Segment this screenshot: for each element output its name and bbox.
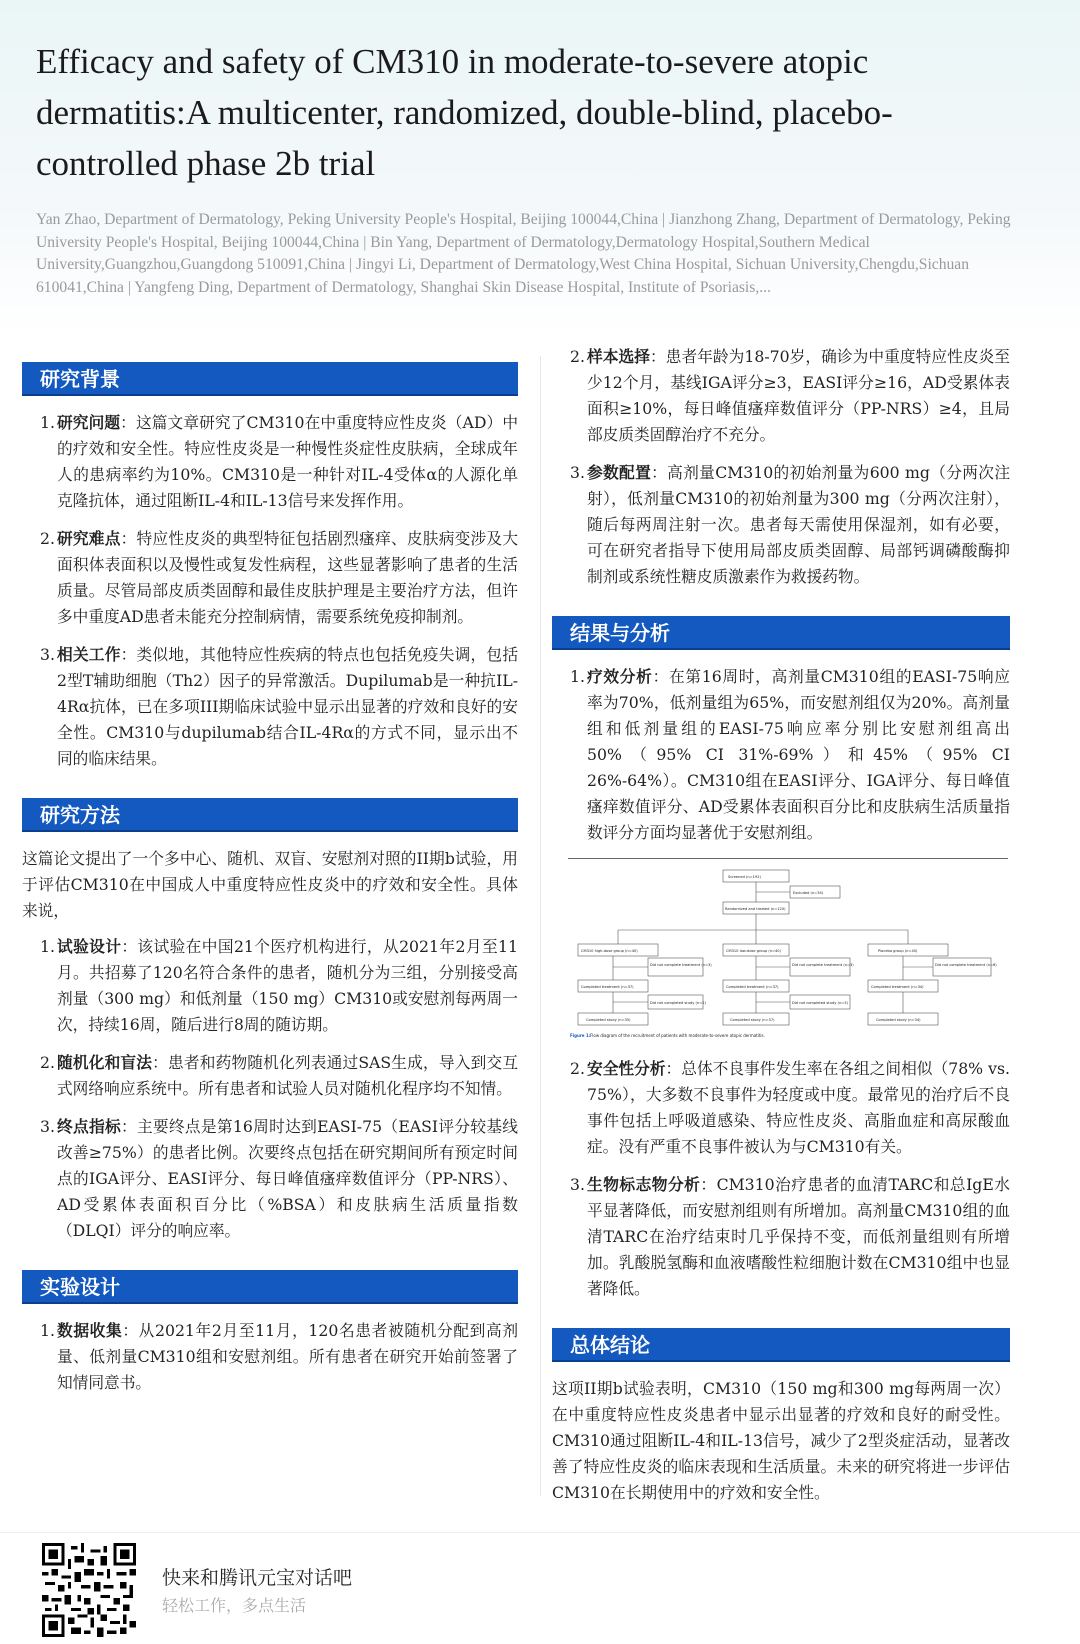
svg-text:CM310 low-dose group (n=40): CM310 low-dose group (n=40) [726, 949, 781, 953]
list-item: 3. 相关工作：类似地，其他特应性疾病的特点也包括免疫失调，包括2型T辅助细胞（Th2）因子的异常激活。Dupilumab是一种抗IL-4Rα抗体，已在多项III期临床试验中显示出显著的疗效和良好的安全性。CM310与dupilumab结合IL-4Rα的方式不同，显示出不同的临床结果。 [40, 645, 519, 768]
svg-text:Did not complete treatment (n=: Did not complete treatment (n=6) [935, 963, 997, 967]
list-item: 1. 研究问题：这篇文章研究了CM310在中重度特应性皮炎（AD）中的疗效和安全性。特应性皮炎是一种慢性炎症性皮肤病，全球成年人的患病率约为10%。CM310是一种针对IL-4受体α的人源化单克隆抗体，通过阻断IL-4和IL-13信号来发挥作用。 [40, 413, 519, 510]
left-column [22, 362, 518, 1408]
section-heading-methods: 研究方法 [22, 798, 518, 832]
column-divider [540, 356, 541, 1496]
design-list-part2 [552, 344, 1010, 590]
footer-subtitle: 轻松工作，多点生活 [162, 1596, 307, 1615]
list-item: 2. 安全性分析：总体不良事件发生率在各组之间相似（78% vs. 75%），大多数不良事件为轻度或中度。最常见的治疗后不良事件包括上呼吸道感染、特应性皮炎、高脂血症和高尿酸血症。没有严重不良事件被认为与CM310有关。 [570, 1059, 1010, 1156]
svg-text:Excluded (n=34): Excluded (n=34) [793, 891, 824, 895]
list-item: 2. 样本选择：患者年龄为18-70岁，确诊为中重度特应性皮炎至少12个月，基线IGA评分≥3，EASI评分≥16，AD受累体表面积≥10%，每日峰值瘙痒数值评分（PP-NRS）≥4，且局部皮质类固醇治疗不充分。 [570, 347, 1010, 444]
svg-text:Figure 1:: Figure 1: [570, 1033, 591, 1038]
flow-diagram [568, 865, 1008, 1043]
svg-text:Placebo group (n=40): Placebo group (n=40) [878, 949, 918, 953]
list-item: 1. 疗效分析：在第16周时，高剂量CM310组的EASI-75响应率为70%，低剂量组为65%，而安慰剂组仅为20%。高剂量组和低剂量组的EASI-75响应率分别比安慰剂组高出50%（95% CI 31%-69%）和45%（95% CI 26%-64%）。CM310组在EASI评分、IGA评分、每日峰值瘙痒数值评分、AD受累体表面积百分比和皮肤病生活质量指数评分方面均显著优于安慰剂组。 [570, 667, 1010, 842]
section-heading-design: 实验设计 [22, 1270, 518, 1304]
methods-intro: 这篇论文提出了一个多中心、随机、双盲、安慰剂对照的II期b试验，用于评估CM310在中国成人中重度特应性皮炎中的疗效和安全性。具体来说， [22, 849, 518, 920]
svg-text:Completed treatment (n=37): Completed treatment (n=37) [581, 985, 634, 989]
svg-text:Did not complete treatment (n=: Did not complete treatment (n=3) [650, 963, 712, 967]
header [0, 0, 1080, 336]
svg-text:Flow diagram of the recruitmen: Flow diagram of the recruitment of patients with moderate-to-severe atopic dermatitis. [590, 1033, 765, 1038]
right-column [552, 344, 1010, 1516]
svg-text:Did not completed study (n=2): Did not completed study (n=2) [650, 1001, 706, 1005]
footer [0, 1532, 1080, 1644]
list-item: 3. 终点指标：主要终点是第16周时达到EASI-75（EASI评分较基线改善≥75%）的患者比例。次要终点包括在研究期间所有预定时间点的IGA评分、EASI评分、每日峰值瘙痒数值评分（PP-NRS）、AD受累体表面积百分比（%BSA）和皮肤病生活质量指数（DLQI）评分的响应率。 [40, 1117, 518, 1240]
flow-diagram-figure [568, 858, 1008, 1042]
high-drop1-box [648, 958, 703, 976]
svg-text:Completed treatment (n=34): Completed treatment (n=34) [871, 985, 924, 989]
list-item: 1. 试验设计：该试验在中国21个医疗机构进行，从2021年2月至11月。共招募了120名符合条件的患者，随机分为三组，分别接受高剂量（300 mg）和低剂量（150 mg）CM310或安慰剂每两周一次，持续16周，随后进行8周的随访期。 [40, 937, 518, 1034]
svg-text:CM310 high-dose group (n=40): CM310 high-dose group (n=40) [581, 949, 638, 953]
results-list-part1 [552, 664, 1010, 846]
section-heading-background: 研究背景 [22, 362, 518, 396]
list-item: 1. 数据收集：从2021年2月至11月，120名患者被随机分配到高剂量、低剂量CM310组和安慰剂组。所有患者在研究开始前签署了知情同意书。 [40, 1321, 519, 1392]
qr-code[interactable] [42, 1543, 136, 1637]
paper-title: Efficacy and safety of CM310 in moderate-to-severe atopic dermatitis:A multicenter, randomized, double-blind, placebo-controlled phase 2b trial [36, 42, 893, 183]
svg-text:Did not complete treatment (n=: Did not complete treatment (n=3) [792, 963, 854, 967]
footer-title: 快来和腾讯元宝对话吧 [162, 1567, 353, 1589]
section-heading-conclusion: 总体结论 [552, 1328, 1010, 1362]
svg-text:Completed study (n=34): Completed study (n=34) [876, 1018, 921, 1022]
svg-text:Did not completed study (n=3): Did not completed study (n=3) [792, 1001, 848, 1005]
svg-text:Completed study (n=37): Completed study (n=37) [730, 1018, 775, 1022]
svg-text:Screened (n=192): Screened (n=192) [728, 875, 761, 879]
list-item: 3. 参数配置：高剂量CM310的初始剂量为600 mg（分两次注射），低剂量CM310的初始剂量为300 mg（分两次注射），随后每两周注射一次。患者每天需使用保湿剂，如有必要，可在研究者指导下使用局部皮质类固醇、局部钙调磷酸酶抑制剂或系统性糖皮质激素作为救援药物。 [570, 463, 1011, 586]
list-item: 2. 研究难点：特应性皮炎的典型特征包括剧烈瘙痒、皮肤病变涉及大面积体表面积以及慢性或复发性病程，这些显著影响了患者的生活质量。尽管局部皮质类固醇和最佳皮肤护理是主要治疗方法，但许多中重度AD患者未能充分控制病情，需要系统免疫抑制剂。 [40, 529, 519, 626]
section-heading-results: 结果与分析 [552, 616, 1010, 650]
design-list-part1 [22, 1318, 518, 1396]
list-item: 2. 随机化和盲法：患者和药物随机化列表通过SAS生成，导入到交互式网络响应系统中。所有患者和试验人员对随机化程序均不知情。 [40, 1053, 519, 1098]
svg-text:Randomized and treated (n=120): Randomized and treated (n=120) [725, 907, 786, 911]
author-list: Yan Zhao, Department of Dermatology, Peking University People's Hospital, Beijing 100044,China | Jianzhong Zhang, Department of Dermatology, Peking University People's Hospital, Beijing 100044,China | Bin Yang, Department of Dermatology,Dermatology Hospital,Southern Medical University,Guangzhou,Guangdong 510091,China | Jingyi Li, Department of Dermatology,West China Hospital, Sichuan University,Chengdu,Sichuan 610041,China | Yangfeng Ding, Department of Dermatology, Shanghai Skin Disease Hospital, Institute of Psoriasis,... [36, 211, 1011, 296]
conclusion-text: 这项II期b试验表明，CM310（150 mg和300 mg每两周一次）在中重度特应性皮炎患者中显示出显著的疗效和良好的耐受性。CM310通过阻断IL-4和IL-13信号，减少了2型炎症活动，显著改善了特应性皮炎的临床表现和生活质量。未来的研究将进一步评估CM310在长期使用中的疗效和安全性。 [552, 1379, 1010, 1502]
background-list [22, 410, 518, 772]
list-item: 3. 生物标志物分析：CM310治疗患者的血清TARC和总IgE水平显著降低，而安慰剂组则有所增加。高剂量CM310组的血清TARC在治疗结束时几乎保持不变，而低剂量组则有所增加。乳酸脱氢酶和血液嗜酸性粒细胞计数在CM310组中也显著降低。 [570, 1175, 1010, 1298]
methods-list [22, 934, 518, 1244]
placebo-drop1-box [933, 958, 991, 976]
svg-text:Completed study (n=35): Completed study (n=35) [586, 1018, 631, 1022]
low-drop1-box [790, 958, 850, 976]
results-list-part2 [552, 1056, 1010, 1302]
svg-text:Completed treatment (n=37): Completed treatment (n=37) [726, 985, 779, 989]
